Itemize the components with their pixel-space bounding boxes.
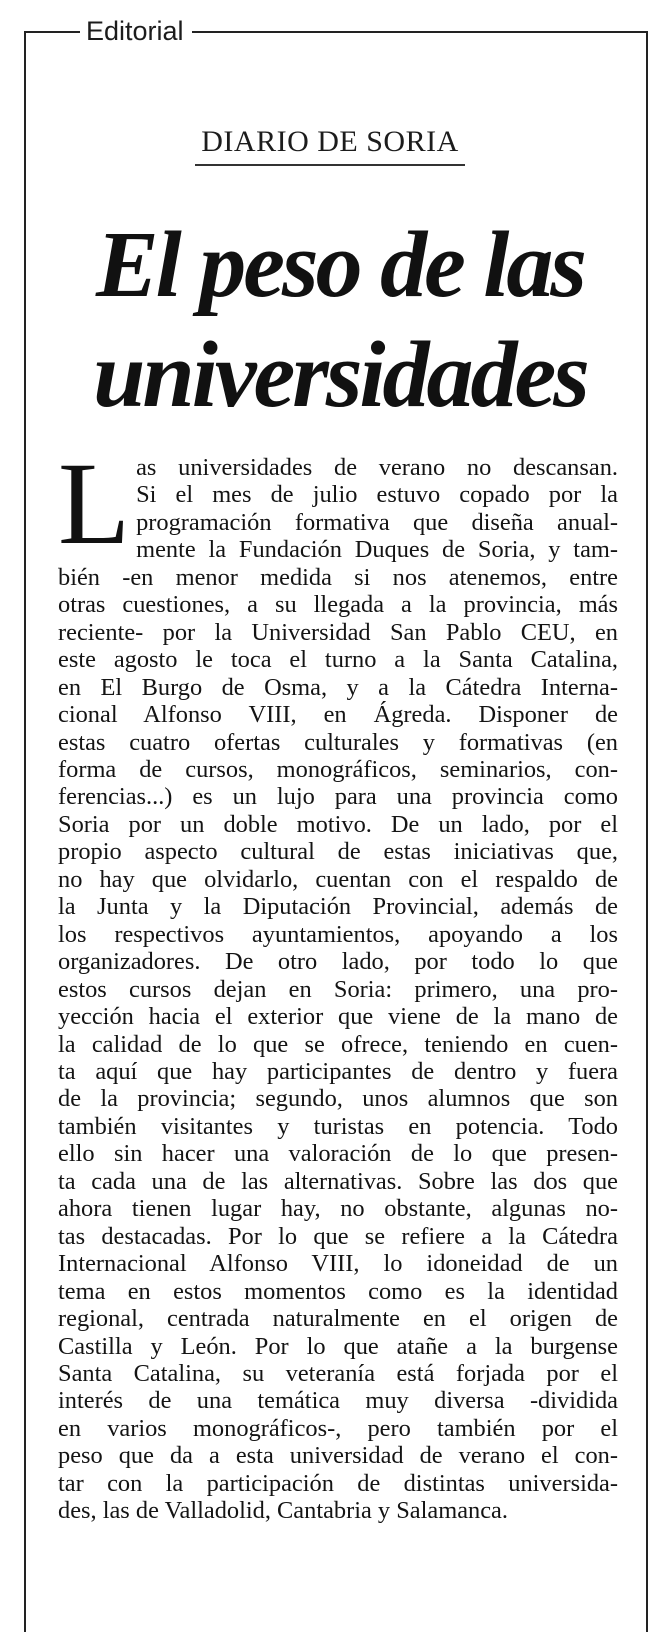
article-line: estos cursos dejan en Soria: primero, una pro- <box>58 975 618 1003</box>
article-line: mente la Fundación Duques de Soria, y tam- <box>136 536 618 564</box>
article-line: programación formativa que diseña anual- <box>136 508 618 536</box>
article-line: as universidades de verano no descansan. <box>136 454 618 481</box>
article-line: ahora tienen lugar hay, no obstante, algunas no- <box>58 1195 618 1223</box>
article-line: también visitantes y turistas en potencia. Todo <box>58 1112 618 1140</box>
article-line: cional Alfonso VIII, en Ágreda. Disponer de <box>58 701 618 729</box>
article-line: este agosto le toca el turno a la Santa Catalina, <box>58 646 618 674</box>
article-line: Castilla y León. Por lo que atañe a la burgense <box>58 1332 618 1360</box>
article-line: reciente- por la Universidad San Pablo CEU, en <box>58 618 618 646</box>
article-line: estas cuatro ofertas culturales y formativas (en <box>58 728 618 756</box>
article-line: regional, centrada naturalmente en el origen de <box>58 1305 618 1333</box>
article-line: ta aquí que hay participantes de dentro y fuera <box>58 1057 618 1085</box>
article-line: ello sin hacer una valoración de lo que presen- <box>58 1140 618 1168</box>
drop-cap: L <box>58 438 131 569</box>
masthead <box>0 124 660 166</box>
article-line: tema en estos momentos como es la identidad <box>58 1277 618 1305</box>
headline: El peso de las universidades <box>93 213 587 427</box>
article-line: Internacional Alfonso VIII, lo idoneidad de un <box>58 1250 618 1278</box>
article-line: interés de una temática muy diversa -dividida <box>58 1387 618 1415</box>
article-line: bién -en menor medida si nos atenemos, entre <box>58 563 618 591</box>
article-line: Si el mes de julio estuvo copado por la <box>136 481 618 509</box>
article-line: ferencias...) es un lujo para una provincia como <box>58 783 618 811</box>
masthead-title: DIARIO DE SORIA <box>195 124 465 166</box>
article-line: ta cada una de las alternativas. Sobre las dos que <box>58 1167 618 1195</box>
article-line: otras cuestiones, a su llegada a la provincia, más <box>58 591 618 619</box>
article-line: no hay que olvidarlo, cuentan con el respaldo de <box>58 865 618 893</box>
article-line: de la provincia; segundo, unos alumnos que son <box>58 1085 618 1113</box>
article-line: des, las de Valladolid, Cantabria y Salamanca. <box>58 1497 508 1525</box>
article-line: propio aspecto cultural de estas iniciativas que, <box>58 838 618 866</box>
article-line: organizadores. De otro lado, por todo lo que <box>58 948 618 976</box>
article-line: Soria por un doble motivo. De un lado, por el <box>58 810 618 838</box>
article-line: la Junta y la Diputación Provincial, además de <box>58 893 618 921</box>
article-line: forma de cursos, monográficos, seminarios, con- <box>58 755 618 783</box>
article-line: tas destacadas. Por lo que se refiere a la Cátedra <box>58 1222 618 1250</box>
article-line: la calidad de lo que se ofrece, teniendo en cuen- <box>58 1030 618 1058</box>
article-line: Santa Catalina, su veteranía está forjada por el <box>58 1359 618 1387</box>
article-body <box>58 438 618 1525</box>
article-line: peso que da a esta universidad de verano el con- <box>58 1442 618 1470</box>
article-line: los respectivos ayuntamientos, apoyando a los <box>58 920 618 948</box>
article-line: en varios monográficos-, pero también por el <box>58 1414 618 1442</box>
article-line: en El Burgo de Osma, y a la Cátedra Interna- <box>58 673 618 701</box>
article-line: yección hacia el exterior que viene de la mano de <box>58 1003 618 1031</box>
article-line: tar con la participación de distintas universida- <box>58 1469 618 1497</box>
section-label: Editorial <box>80 14 192 48</box>
